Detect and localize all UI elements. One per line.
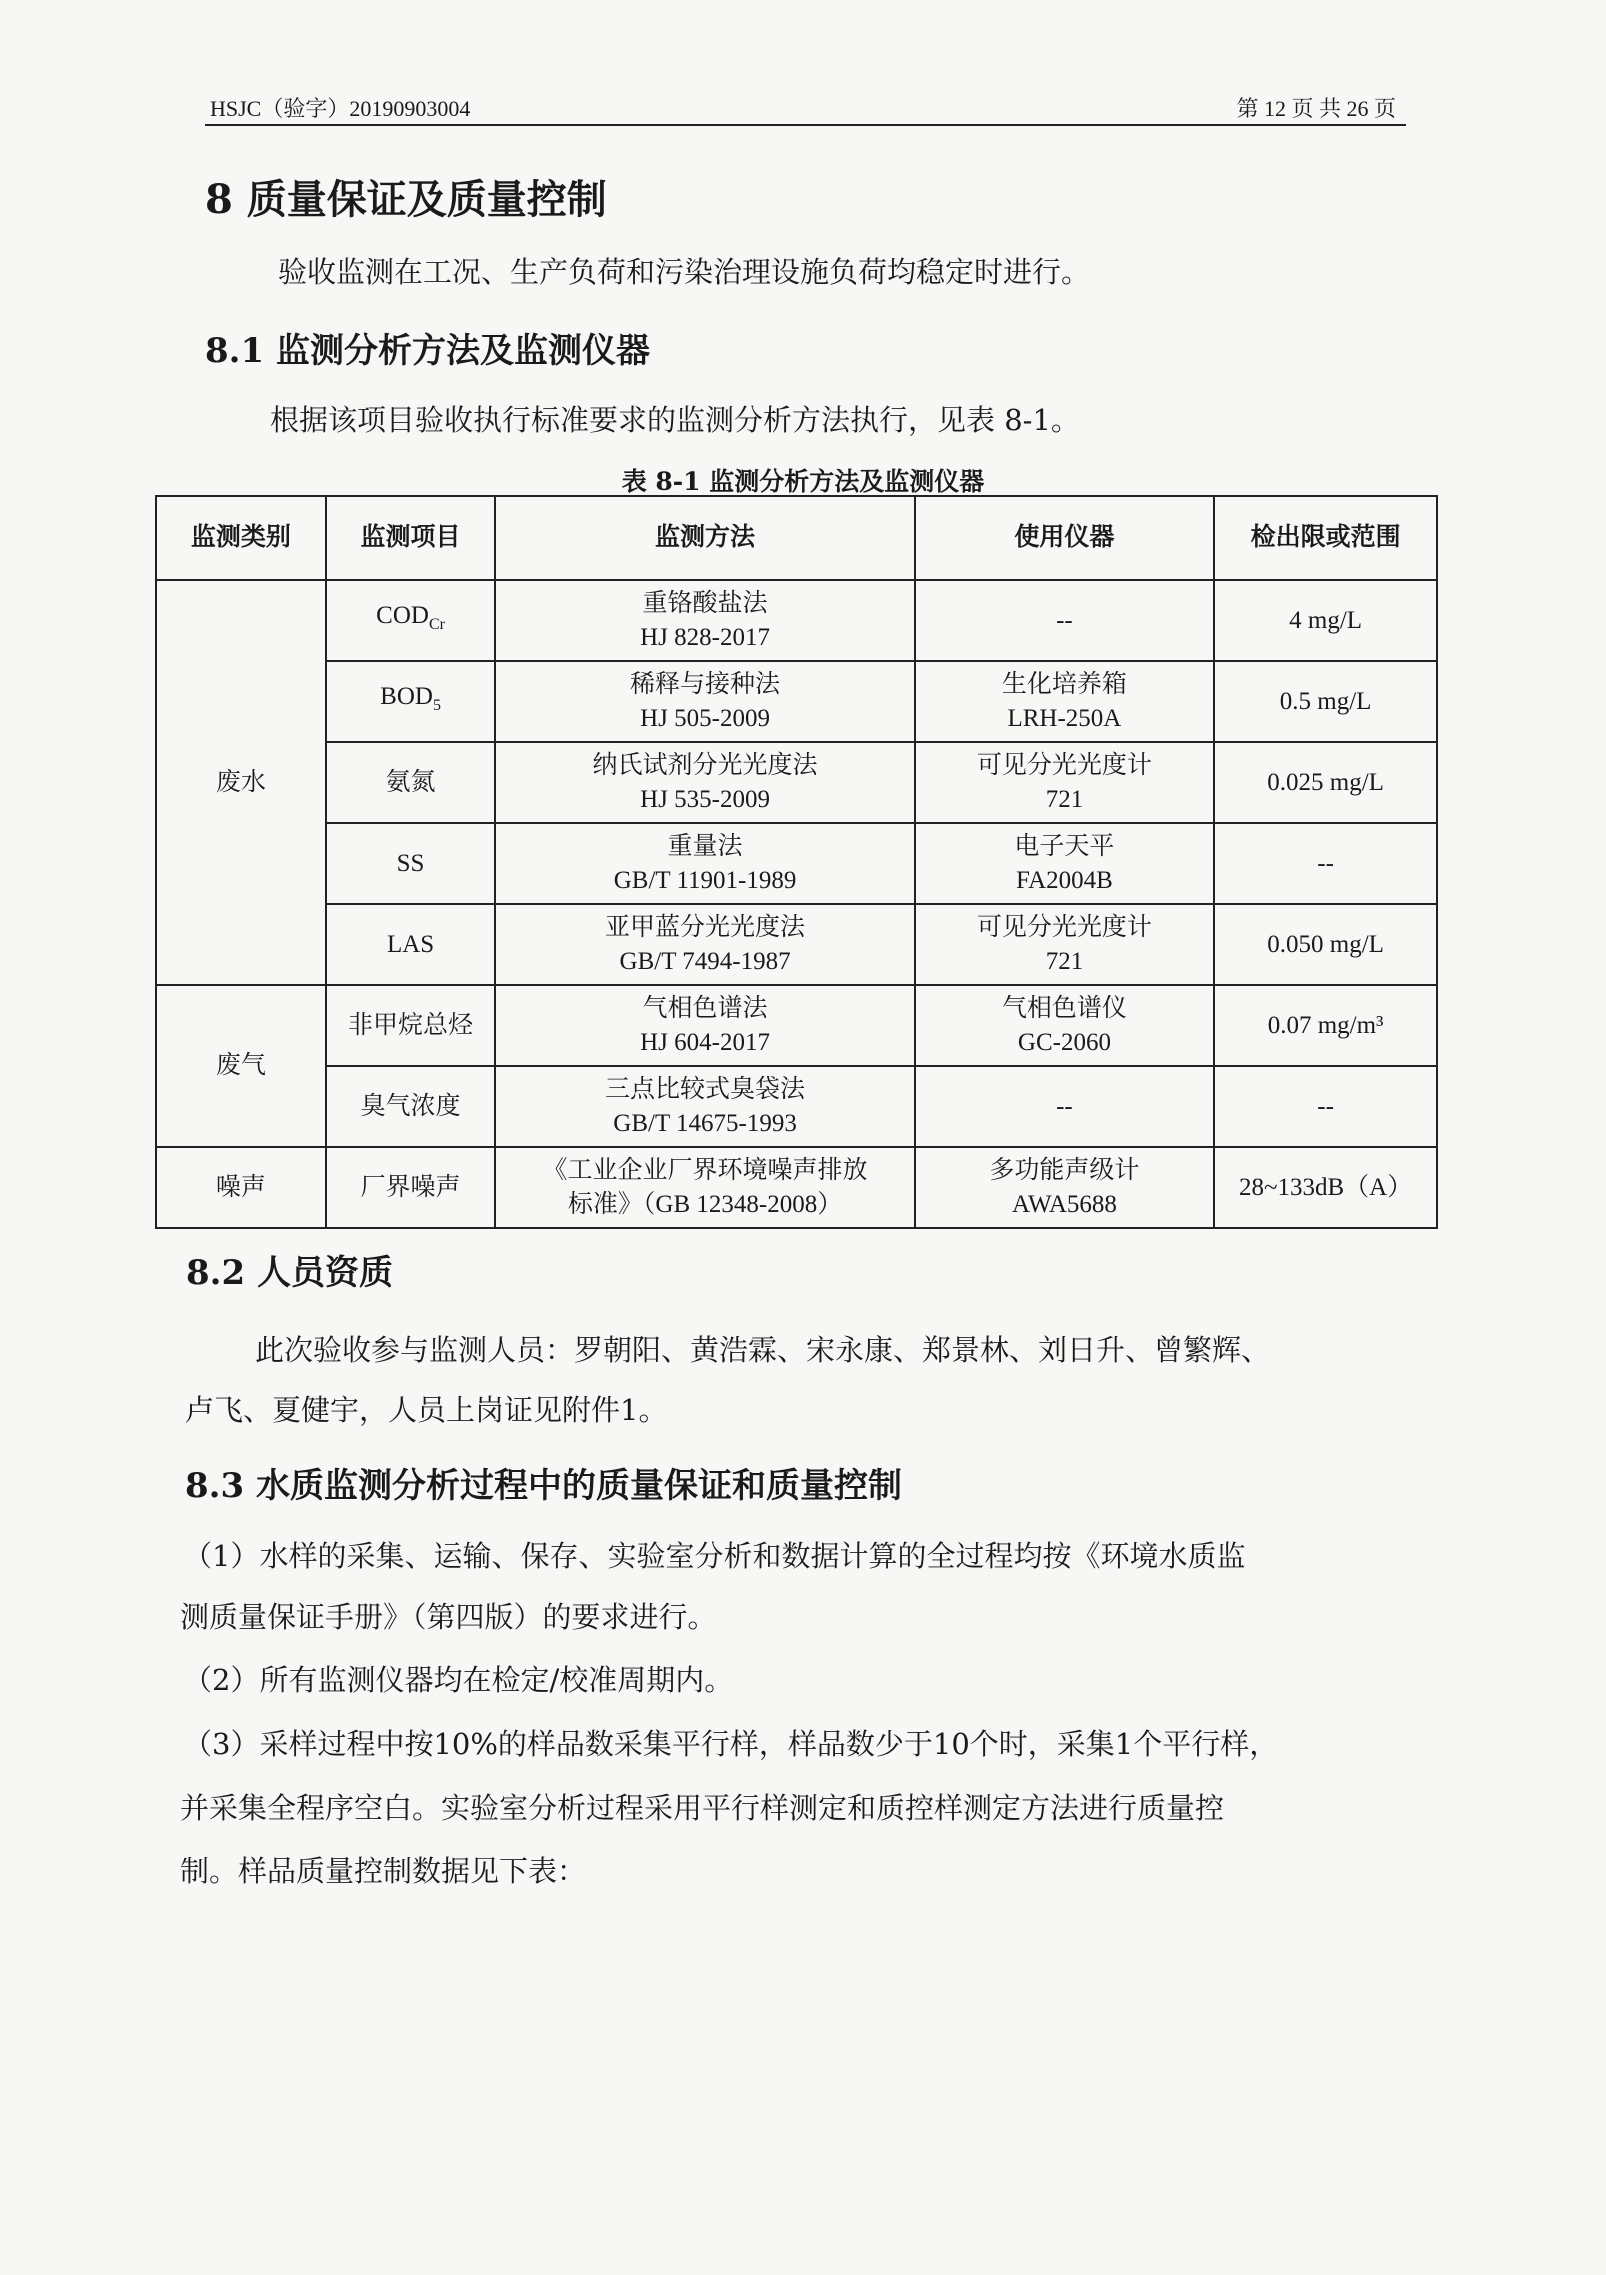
section-8-2-title: 8.2 人员资质 — [186, 1253, 393, 1293]
limit-cell: 0.07 mg/m³ — [1214, 985, 1437, 1066]
table-caption: 表 8-1 监测分析方法及监测仪器 — [621, 467, 985, 496]
header-item: 监测项目 — [326, 496, 496, 580]
instrument-cell: 气相色谱仪 GC-2060 — [915, 985, 1215, 1066]
section-8-3-p1b: 测质量保证手册》（第四版）的要求进行。 — [180, 1600, 717, 1634]
table-row — [156, 985, 1437, 1066]
limit-cell: 28~133dB（A） — [1214, 1147, 1437, 1228]
section-8-3-p3c: 制。样品质量控制数据见下表： — [180, 1854, 587, 1888]
table-row — [156, 904, 1437, 985]
limit-cell: 0.025 mg/L — [1214, 742, 1437, 823]
item-cell: SS — [326, 823, 496, 904]
table-header-row — [156, 496, 1437, 580]
method-cell: 重铬酸盐法 HJ 828-2017 — [495, 580, 914, 661]
section-8-3-p3b: 并采集全程序空白。实验室分析过程采用平行样测定和质控样测定方法进行质量控 — [180, 1791, 1225, 1825]
report-number: HSJC（验字）20190903004 — [210, 96, 471, 121]
method-cell: 纳氏试剂分光光度法 HJ 535-2009 — [495, 742, 914, 823]
instrument-cell: 可见分光光度计 721 — [915, 742, 1215, 823]
header-limit: 检出限或范围 — [1214, 496, 1437, 580]
section-8-2-line1: 此次验收参与监测人员：罗朝阳、黄浩霖、宋永康、郑景林、刘日升、曾繁辉、 — [255, 1333, 1271, 1367]
section-8-text: 验收监测在工况、生产负荷和污染治理设施负荷均稳定时进行。 — [278, 255, 1091, 289]
table-row — [156, 1066, 1437, 1147]
item-cell: $BOD_5$ — [326, 661, 496, 742]
table-row — [156, 580, 1437, 661]
limit-cell: -- — [1214, 1066, 1437, 1147]
method-cell: 稀释与接种法 HJ 505-2009 — [495, 661, 914, 742]
item-cell: 臭气浓度 — [326, 1066, 496, 1147]
limit-cell: 0.5 mg/L — [1214, 661, 1437, 742]
instrument-cell: -- — [915, 580, 1215, 661]
section-8-3-title: 8.3 水质监测分析过程中的质量保证和质量控制 — [185, 1466, 902, 1506]
table-row — [156, 1147, 1437, 1228]
item-cell: LAS — [326, 904, 496, 985]
section-8-title: 8 质量保证及质量控制 — [205, 176, 607, 223]
header-divider — [205, 124, 1406, 126]
limit-cell: 4 mg/L — [1214, 580, 1437, 661]
category-wastewater: 废水 — [156, 580, 326, 985]
method-cell: 亚甲蓝分光光度法 GB/T 7494-1987 — [495, 904, 914, 985]
header-method: 监测方法 — [495, 496, 914, 580]
methods-table — [155, 495, 1438, 1229]
category-exhaust: 废气 — [156, 985, 326, 1147]
method-cell: 《工业企业厂界环境噪声排放 标准》（GB 12348-2008） — [495, 1147, 914, 1228]
method-cell: 气相色谱法 HJ 604-2017 — [495, 985, 914, 1066]
section-8-3-p2: （2）所有监测仪器均在检定/校准周期内。 — [183, 1663, 734, 1697]
instrument-cell: 多功能声级计 AWA5688 — [915, 1147, 1215, 1228]
page-number: 第 12 页 共 26 页 — [1236, 96, 1396, 121]
instrument-cell: -- — [915, 1066, 1215, 1147]
section-8-3-p1a: （1）水样的采集、运输、保存、实验室分析和数据计算的全过程均按《环境水质监 — [183, 1539, 1246, 1573]
section-8-1-text: 根据该项目验收执行标准要求的监测分析方法执行，见表 8-1。 — [270, 403, 1080, 437]
instrument-cell: 电子天平 FA2004B — [915, 823, 1215, 904]
instrument-cell: 可见分光光度计 721 — [915, 904, 1215, 985]
table-row — [156, 823, 1437, 904]
table-row — [156, 661, 1437, 742]
limit-cell: -- — [1214, 823, 1437, 904]
item-cell: 氨氮 — [326, 742, 496, 823]
section-8-2-line2: 卢飞、夏健宇，人员上岗证见附件1。 — [185, 1393, 668, 1427]
item-cell: 非甲烷总烃 — [326, 985, 496, 1066]
category-noise: 噪声 — [156, 1147, 326, 1228]
section-8-1-title: 8.1 监测分析方法及监测仪器 — [205, 331, 650, 371]
section-8-3-p3a: （3）采样过程中按10%的样品数采集平行样，样品数少于10个时，采集1个平行样， — [183, 1727, 1279, 1761]
table-row — [156, 742, 1437, 823]
instrument-cell: 生化培养箱 LRH-250A — [915, 661, 1215, 742]
item-cell: $COD_{Cr}$ — [326, 580, 496, 661]
method-cell: 重量法 GB/T 11901-1989 — [495, 823, 914, 904]
item-cell: 厂界噪声 — [326, 1147, 496, 1228]
header-instrument: 使用仪器 — [915, 496, 1215, 580]
method-cell: 三点比较式臭袋法 GB/T 14675-1993 — [495, 1066, 914, 1147]
limit-cell: 0.050 mg/L — [1214, 904, 1437, 985]
header-category: 监测类别 — [156, 496, 326, 580]
